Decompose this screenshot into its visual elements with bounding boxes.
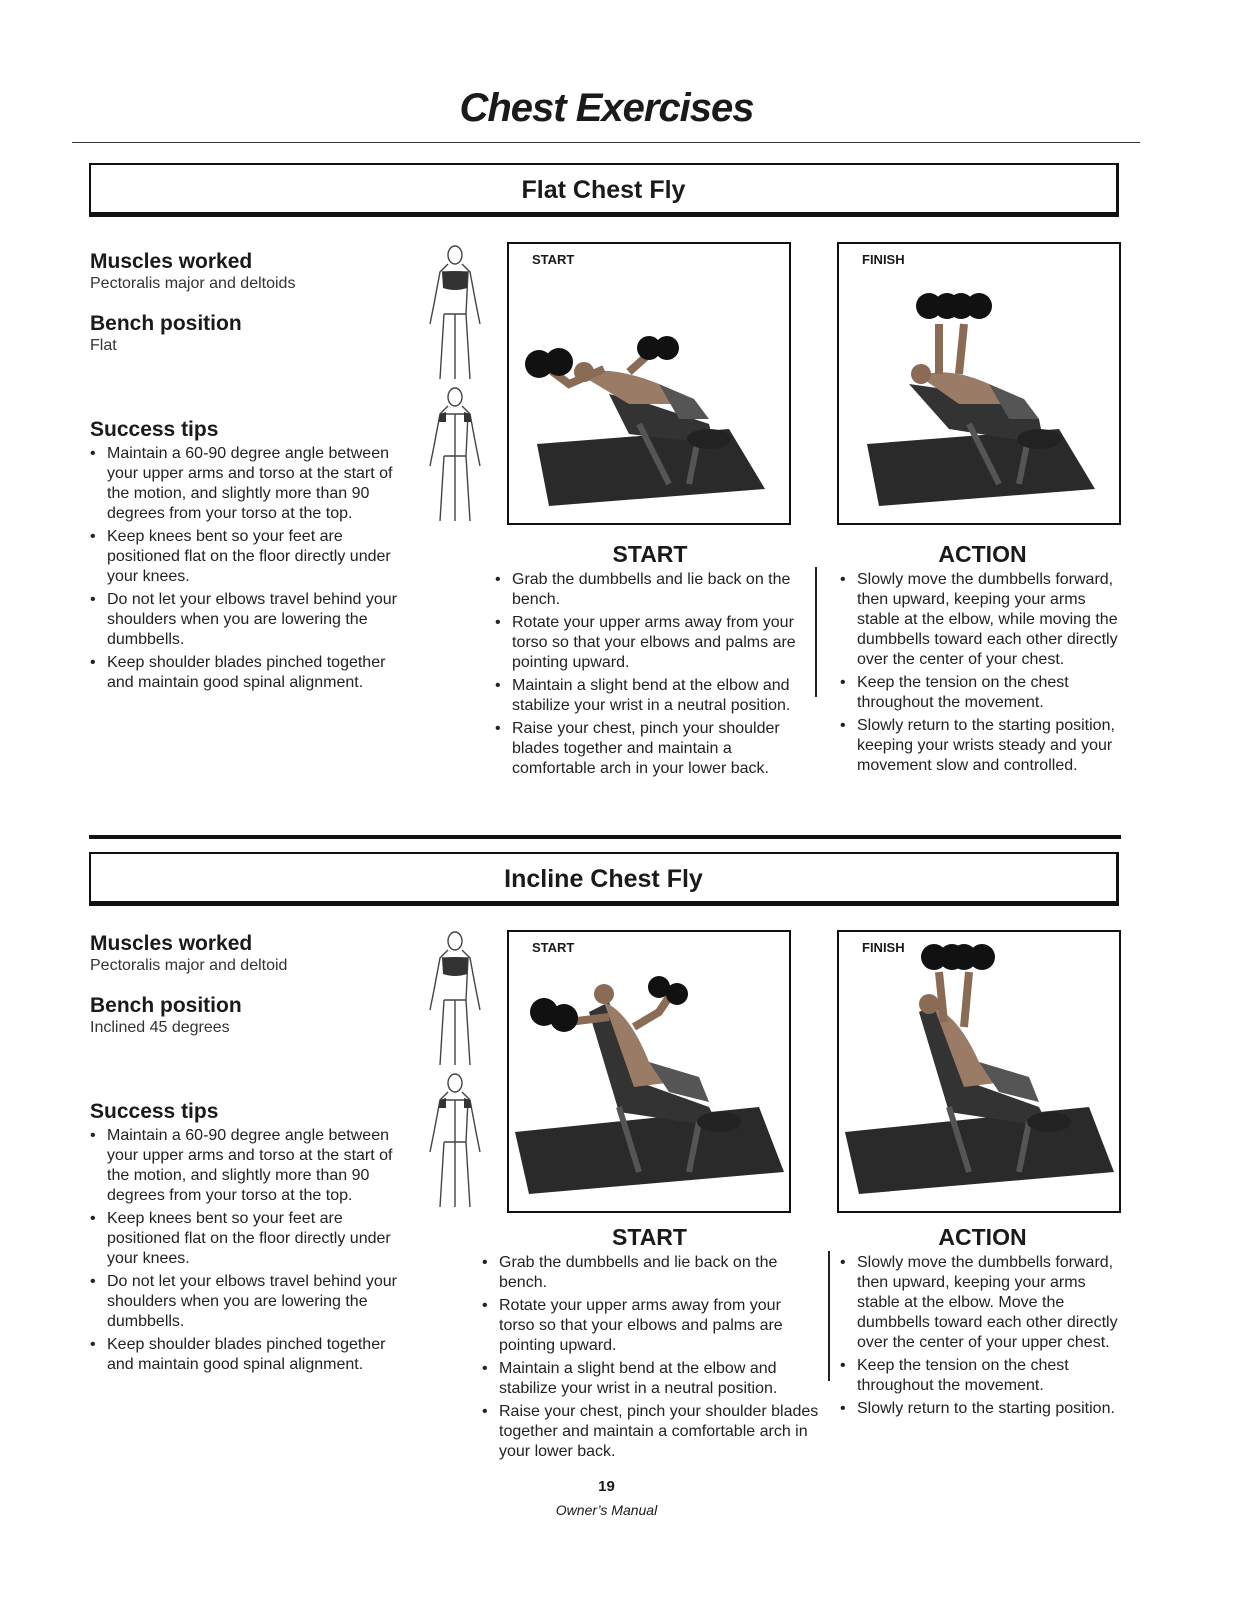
muscles-worked-value: Pectoralis major and deltoids — [90, 275, 296, 292]
list-item: • Maintain a slight bend at the elbow and stabilize your wrist in a neutral position. — [495, 676, 800, 716]
muscles-worked-block — [90, 932, 415, 976]
start-heading: START — [612, 541, 688, 567]
exercise-title-banner: Flat Chest Fly — [89, 163, 1119, 217]
list-item: • Raise your chest, pinch your shoulder blades together and maintain a comfortable arch in your lower back. — [495, 719, 800, 779]
list-item: • Do not let your elbows travel behind your shoulders when you are lowering the dumbbells. — [90, 590, 415, 650]
muscles-worked-heading: Muscles worked — [90, 250, 253, 273]
list-item: • Slowly return to the starting position, keeping your wrists steady and your movement slow and controlled. — [840, 716, 1125, 776]
page-title: Chest Exercises — [459, 86, 754, 130]
start-photo-label: START — [532, 252, 575, 267]
list-item: • Keep the tension on the chest throughout the movement. — [840, 673, 1125, 713]
success-tips-list — [90, 444, 415, 693]
start-photo — [507, 242, 791, 525]
incline-fly-start-illustration — [509, 932, 789, 1211]
list-item: • Do not let your elbows travel behind your shoulders when you are lowering the dumbbells. — [90, 1272, 415, 1332]
action-heading: ACTION — [938, 1224, 1027, 1250]
start-photo — [507, 930, 791, 1213]
muscle-chart-back-icon — [420, 1072, 490, 1212]
list-item: • Keep knees bent so your feet are positioned flat on the floor directly under your knees. — [90, 527, 415, 587]
finish-photo — [837, 930, 1121, 1213]
muscle-chart-front-icon — [420, 930, 490, 1070]
muscles-worked-block — [90, 250, 415, 294]
bench-position-value: Flat — [90, 337, 117, 354]
bench-position-block — [90, 312, 415, 356]
list-item: • Rotate your upper arms away from your torso so that your elbows and palms are pointing upward. — [495, 613, 800, 673]
page-number: 19 — [598, 1478, 615, 1495]
muscles-worked-value: Pectoralis major and deltoid — [90, 957, 288, 974]
finish-photo-label: FINISH — [862, 940, 905, 955]
muscle-chart-back-icon — [420, 386, 490, 526]
finish-photo-label: FINISH — [862, 252, 905, 267]
success-tips-block — [90, 418, 415, 696]
list-item: • Grab the dumbbells and lie back on the bench. — [482, 1253, 820, 1293]
bench-position-heading: Bench position — [90, 312, 242, 335]
start-photo-label: START — [532, 940, 575, 955]
start-heading: START — [612, 1224, 687, 1250]
list-item: • Raise your chest, pinch your shoulder blades together and maintain a comfortable arch in your lower back. — [482, 1402, 820, 1462]
flat-fly-start-illustration — [509, 244, 789, 523]
title-divider — [72, 142, 1140, 143]
list-item: • Maintain a slight bend at the elbow and stabilize your wrist in a neutral position. — [482, 1359, 820, 1399]
action-steps-list — [840, 1253, 1130, 1422]
list-item: • Slowly move the dumbbells forward, then upward, keeping your arms stable at the elbow. Move the dumbbells toward each other directly over the center of your upper chest. — [840, 1253, 1130, 1353]
column-divider — [815, 567, 817, 697]
bench-position-block — [90, 994, 415, 1038]
flat-fly-finish-illustration — [839, 244, 1119, 523]
success-tips-list — [90, 1126, 415, 1375]
list-item: • Slowly move the dumbbells forward, then upward, keeping your arms stable at the elbow, while moving the dumbbells toward each other directly over the center of your chest. — [840, 570, 1125, 670]
list-item: • Grab the dumbbells and lie back on the bench. — [495, 570, 800, 610]
footer-text: Owner’s Manual — [555, 1502, 658, 1518]
list-item: • Keep knees bent so your feet are positioned flat on the floor directly under your knees. — [90, 1209, 415, 1269]
muscles-worked-heading: Muscles worked — [90, 932, 253, 955]
start-steps-list — [495, 570, 800, 782]
start-steps-list — [482, 1253, 820, 1465]
success-tips-heading: Success tips — [90, 418, 219, 441]
finish-photo — [837, 242, 1121, 525]
list-item: • Maintain a 60-90 degree angle between your upper arms and torso at the start of the motion, and slightly more than 90 degrees from your torso at the top. — [90, 1126, 415, 1206]
list-item: • Maintain a 60-90 degree angle between your upper arms and torso at the start of the motion, and slightly more than 90 degrees from your torso at the top. — [90, 444, 415, 524]
section-divider — [89, 835, 1121, 839]
bench-position-value: Inclined 45 degrees — [90, 1019, 230, 1036]
list-item: • Keep the tension on the chest throughout the movement. — [840, 1356, 1130, 1396]
list-item: • Rotate your upper arms away from your torso so that your elbows and palms are pointing upward. — [482, 1296, 820, 1356]
list-item: • Keep shoulder blades pinched together and maintain good spinal alignment. — [90, 1335, 415, 1375]
bench-position-heading: Bench position — [90, 994, 242, 1017]
exercise-title-banner: Incline Chest Fly — [89, 852, 1119, 906]
action-heading: ACTION — [938, 541, 1027, 567]
action-steps-list — [840, 570, 1125, 779]
success-tips-heading: Success tips — [90, 1100, 219, 1123]
column-divider — [828, 1251, 830, 1381]
success-tips-block — [90, 1100, 415, 1378]
muscle-chart-front-icon — [420, 244, 490, 384]
list-item: • Slowly return to the starting position. — [840, 1399, 1130, 1419]
list-item: • Keep shoulder blades pinched together and maintain good spinal alignment. — [90, 653, 415, 693]
incline-fly-finish-illustration — [839, 932, 1119, 1211]
